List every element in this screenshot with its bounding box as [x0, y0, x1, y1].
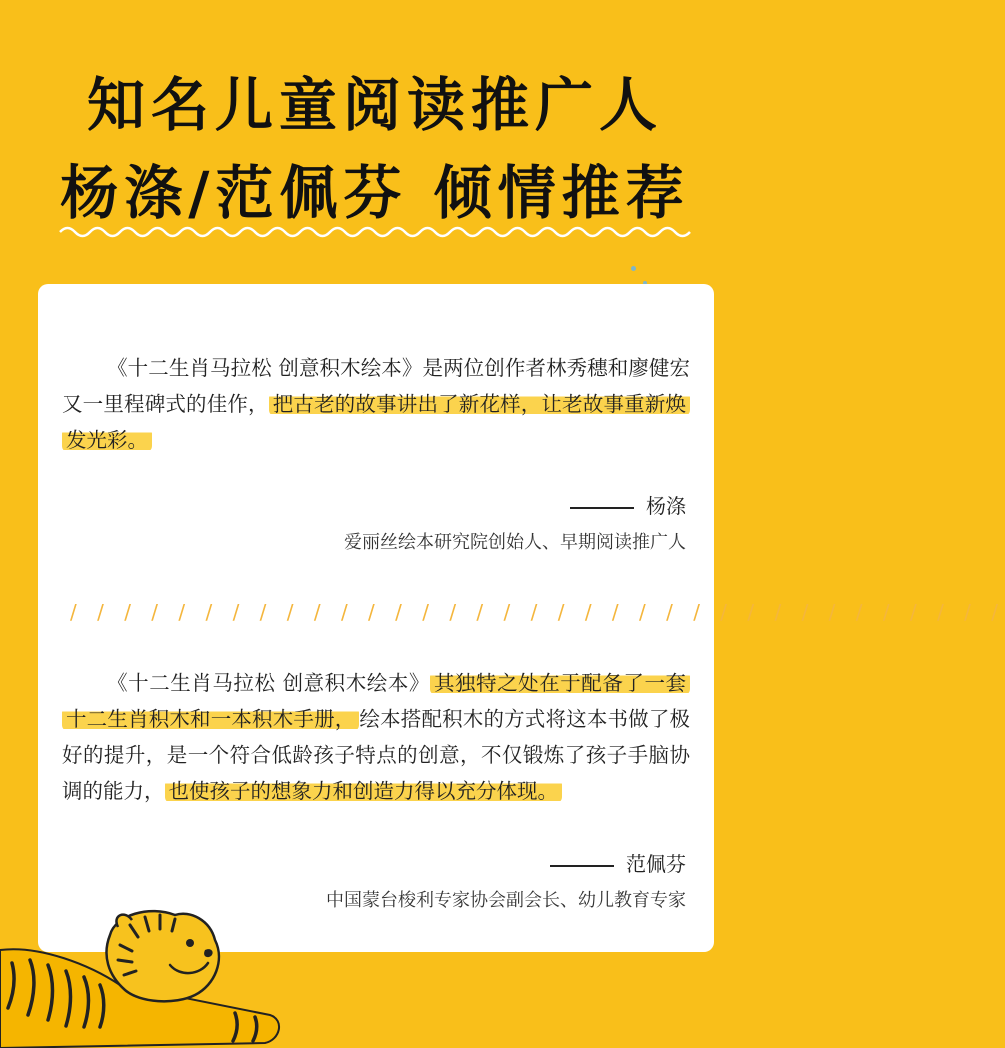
- title-line-1: 知名儿童阅读推广人: [86, 71, 663, 139]
- review-2-highlight-1: 其独特之处在于配备了一套十二生肖积木和一本积木手册，: [62, 671, 690, 731]
- review-2-highlight-2: 也使孩子的想象力和创造力得以充分体现。: [165, 779, 563, 803]
- review-2-text: 《十二生肖马拉松 创意积木绘本》 其独特之处在于配备了一套十二生肖积木和一本积木手册， 绘本搭配积木的方式将这本书做了极好的提升，是一个符合低龄孩子特点的创意，不仅锻炼了孩子手脑协调的能力， 也使孩子的想象力和创造力得以充分体现。: [62, 671, 691, 803]
- title-line-2: 杨涤/范佩芬 倾情推荐: [60, 159, 690, 227]
- decor-dot: [631, 266, 636, 271]
- review-2-role: 中国蒙台梭利专家协会副会长、幼儿教育专家: [326, 890, 686, 911]
- review-1-role: 爱丽丝绘本研究院创始人、早期阅读推广人: [344, 532, 686, 553]
- review-2-signature: [550, 848, 686, 877]
- review-1-signature: [570, 490, 686, 519]
- tiger-illustration: [0, 905, 300, 1048]
- review-2-author: 范佩芬: [626, 852, 686, 876]
- review-1-author: 杨涤: [646, 494, 686, 518]
- review-1-highlight: 把古老的故事讲出了新花样，让老故事重新焕发光彩。: [62, 392, 690, 452]
- review-1-text: 《十二生肖马拉松 创意积木绘本》是两位创作者林秀穗和廖健宏又一里程碑式的佳作， 把古老的故事讲出了新花样，让老故事重新焕发光彩。: [62, 356, 690, 452]
- slash-divider: / / / / / / / / / / / / / / / / / / / / / / / / / / / / / / / / / / /: [70, 600, 1005, 624]
- wavy-divider: [60, 222, 690, 242]
